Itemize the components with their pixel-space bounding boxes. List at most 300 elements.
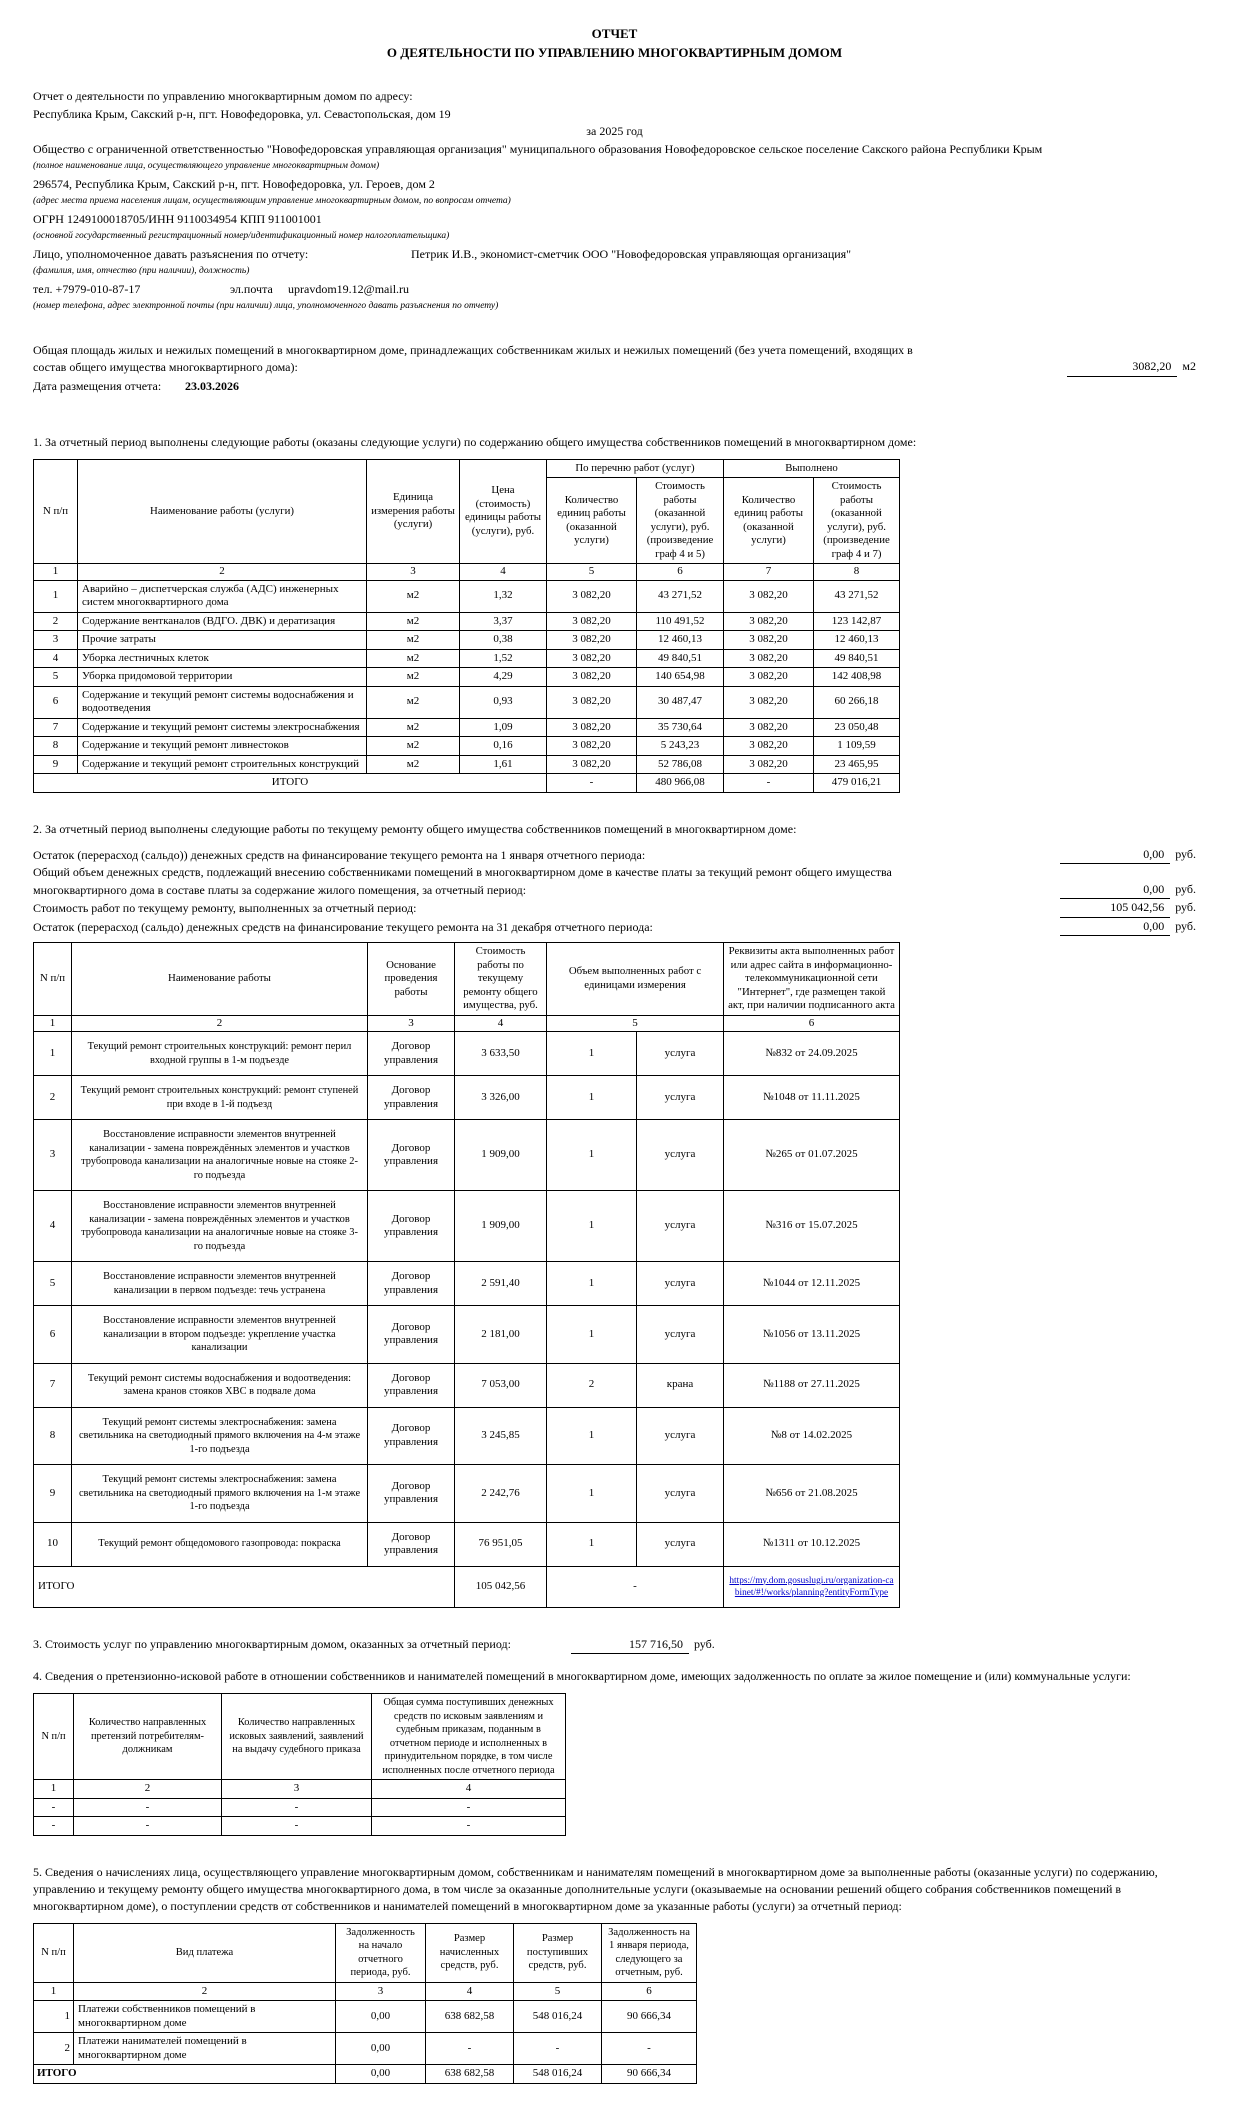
publish-date-value: 23.03.2026 [185,378,239,393]
table-cell: услуга [637,1120,724,1191]
col-header: Количество единиц работы (оказанной услуги) [547,478,637,564]
table-cell: услуга [637,1306,724,1364]
table-cell: услуга [637,1522,724,1566]
repair-row [34,1522,900,1566]
table-cell: услуга [637,1407,724,1465]
table-cell: 43 271,52 [637,580,724,612]
table-cell: Договор управления [368,1076,455,1120]
table-cell: №316 от 15.07.2025 [724,1191,900,1262]
table-cell: Уборка придомовой территории [78,668,367,687]
table-cell: 638 682,58 [426,2001,514,2033]
col-header: Размер поступивших средств, руб. [514,1923,602,1982]
table-cell: 3 082,20 [547,649,637,668]
service-row [34,612,900,631]
repair-row [34,1120,900,1191]
repair-row [34,1306,900,1364]
table-cell: Договор управления [368,1032,455,1076]
col-number: 7 [724,564,814,581]
total-volume: - [547,1566,724,1608]
table-cell: 23 050,48 [814,718,900,737]
table-cell: 1 909,00 [455,1120,547,1191]
payments-table [33,1923,697,2084]
table-cell: 1 [547,1522,637,1566]
table-cell: Восстановление исправности элементов внутренней канализации - замена повреждённых элементов и участков трубопровода канализации на аналогичные новые на стояке 3-го подъезда [72,1191,368,1262]
total-due-value: 0,00 [1060,881,1170,900]
table-cell: 3 [34,1120,72,1191]
service-row [34,737,900,756]
col-number: 3 [367,564,460,581]
column-number-row [34,1015,900,1032]
table-cell: 3 082,20 [724,737,814,756]
act-site-link[interactable]: https://my.dom.gosuslugi.ru/organization-cabinet/#!/works/planning?entityFormType [729,1575,894,1598]
col-header: Задолженность на начало отчетного периода, руб. [336,1923,426,1982]
table-cell: Текущий ремонт общедомового газопровода: покраска [72,1522,368,1566]
table-cell: 4,29 [460,668,547,687]
table-cell: 3 633,50 [455,1032,547,1076]
table-cell: 5 [34,668,78,687]
table-cell: Текущий ремонт системы электроснабжения: замена светильника на светодиодный прямого включения на 4-м этаже 1-го подъезда [72,1407,368,1465]
col-number: 5 [547,1015,724,1032]
table-cell: 1 [547,1262,637,1306]
table-cell: 1 [34,1032,72,1076]
table-cell: Прочие затраты [78,631,367,650]
table-cell: №656 от 21.08.2025 [724,1465,900,1523]
table-cell: Текущий ремонт строительных конструкций: ремонт ступеней при входе в 1-й подъезд [72,1076,368,1120]
table-cell: 2 181,00 [455,1306,547,1364]
table-cell: Договор управления [368,1306,455,1364]
table-cell: 1 109,59 [814,737,900,756]
total-area-row [33,342,1196,377]
table-cell: м2 [367,668,460,687]
col-number: 6 [602,1982,697,2001]
col-header: Количество направленных исковых заявлений, заявлений на выдачу судебного приказа [222,1694,372,1780]
table-cell: Договор управления [368,1120,455,1191]
publish-date-label: Дата размещения отчета: [33,378,162,393]
org-name: Общество с ограниченной ответственностью "Новофедоровская управляющая организация" муниципального образования Новофедоровское сельское поселение Сакского района Республики Крым [33,141,1043,156]
col-header: Стоимость работы (оказанной услуги), руб. (произведение граф 4 и 7) [814,478,900,564]
col-header: Наименование работы [72,943,368,1016]
table-cell: Платежи нанимателей помещений в многоквартирном доме [74,2033,336,2065]
table-cell: №8 от 14.02.2025 [724,1407,900,1465]
table-cell: м2 [367,649,460,668]
col-number: 5 [514,1982,602,2001]
col-header: Наименование работы (услуги) [78,459,367,564]
table-cell: 1 [547,1032,637,1076]
table-cell: услуга [637,1262,724,1306]
table-cell: 10 [34,1522,72,1566]
table-cell: 49 840,51 [637,649,724,668]
table-cell: Содержание и текущий ремонт системы электроснабжения [78,718,367,737]
repairs-table-header-row [34,943,900,1016]
total-due-label: Общий объем денежных средств, подлежащий внесению собственниками помещений в многоквартирном доме в качестве платы за текущий ремонт общего имущества многоквартирного дома в составе платы за содержание жилого помещения, за отчетный период: [33,865,892,897]
table-cell: 1 [547,1465,637,1523]
col-number: 2 [74,1780,222,1799]
report-address-label: Отчет о деятельности по управлению многоквартирным домом по адресу: [33,89,413,103]
section1-title: 1. За отчетный период выполнены следующие работы (оказаны следующие услуги) по содержанию общего имущества собственников помещений в многоквартирном доме: [33,434,917,449]
repairs-cost-label: Стоимость работ по текущему ремонту, выполненных за отчетный период: [33,901,417,915]
table-cell: 3 082,20 [724,631,814,650]
table-cell: №1056 от 13.11.2025 [724,1306,900,1364]
table-cell: 3 082,20 [724,580,814,612]
table-cell: м2 [367,631,460,650]
email-value: upravdom19.12@mail.ru [288,281,410,296]
table-cell: 90 666,34 [602,2001,697,2033]
payment-row [34,2001,697,2033]
table-cell: 548 016,24 [514,2001,602,2033]
total-cost: 105 042,56 [455,1566,547,1608]
repairs-cost-value: 105 042,56 [1060,899,1170,918]
table-cell: 3 082,20 [547,631,637,650]
table-cell: Восстановление исправности элементов внутренней канализации в первом подъезде: течь устранена [72,1262,368,1306]
claims-row [34,1798,566,1817]
claims-row [34,1817,566,1836]
total-cell: 638 682,58 [426,2065,514,2084]
total-area-value-wrap [1067,358,1196,377]
table-cell: 2 [547,1363,637,1407]
table-cell: - [372,1798,566,1817]
table-cell: Содержание и текущий ремонт ливнестоков [78,737,367,756]
table-cell: м2 [367,755,460,774]
total-cell: 0,00 [336,2065,426,2084]
table-cell: 1 [547,1120,637,1191]
act-link-cell [724,1566,900,1608]
doc-title-line2: О ДЕЯТЕЛЬНОСТИ ПО УПРАВЛЕНИЮ МНОГОКВАРТИРНЫМ ДОМОМ [386,45,843,60]
col-header: Реквизиты акта выполненных работ или адрес сайта в информационно-телекоммуникационной сети "Интернет", где размещен такой акт, при наличии подписанного акта [724,943,900,1016]
table-cell: Аварийно – диспетчерская служба (АДС) инженерных систем многоквартирного дома [78,580,367,612]
col-number: 1 [34,1015,72,1032]
col-number: 3 [222,1780,372,1799]
service-row [34,649,900,668]
table-cell: 7 [34,1363,72,1407]
table-cell: Договор управления [368,1191,455,1262]
col-number: 2 [74,1982,336,2001]
phone-value: тел. +7979-010-87-17 [33,281,141,296]
table-cell: 1 909,00 [455,1191,547,1262]
service-row [34,668,900,687]
total-label: ИТОГО [34,1566,455,1608]
total-cell: 548 016,24 [514,2065,602,2084]
section3-label: 3. Стоимость услуг по управлению многоквартирным домом, оказанных за отчетный период: [33,1637,511,1651]
total-label: ИТОГО [34,774,547,793]
table-cell: 3 082,20 [724,718,814,737]
payments-total-row [34,2065,697,2084]
col-number: 4 [460,564,547,581]
table-cell: 4 [34,649,78,668]
col-number: 4 [426,1982,514,2001]
col-number: 1 [34,1982,74,2001]
table-cell: 30 487,47 [637,686,724,718]
currency-unit: руб. [693,1637,715,1651]
table-cell: 7 053,00 [455,1363,547,1407]
service-row [34,755,900,774]
table-cell: Содержание и текущий ремонт системы водоснабжения и водоотведения [78,686,367,718]
col-number: 6 [637,564,724,581]
table-cell: - [34,1817,74,1836]
table-cell: Содержание вентканалов (ВДГО. ДВК) и дератизация [78,612,367,631]
col-number: 5 [547,564,637,581]
table-cell: 0,93 [460,686,547,718]
table-cell: 3 082,20 [724,668,814,687]
table-cell: Договор управления [368,1522,455,1566]
table-cell: услуга [637,1032,724,1076]
col-header: Единица измерения работы (услуги) [367,459,460,564]
table-cell: 23 465,95 [814,755,900,774]
col-header: Вид платежа [74,1923,336,1982]
col-header: Количество единиц работы (оказанной услуги) [724,478,814,564]
table-cell: 3 082,20 [724,755,814,774]
table-cell: Восстановление исправности элементов внутренней канализации - замена повреждённых элементов и участков трубопровода канализации на аналогичные новые на стояке 2-го подъезда [72,1120,368,1191]
table-cell: 3 082,20 [547,718,637,737]
table-cell: - [426,2033,514,2065]
col-header: Стоимость работы по текущему ремонту общего имущества, руб. [455,943,547,1016]
table-cell: 3 082,20 [547,612,637,631]
services-table-group-row [34,459,900,478]
table-cell: 3 082,20 [547,737,637,756]
table-cell: 3 082,20 [547,686,637,718]
currency-unit: руб. [1175,881,1196,896]
balance-end-row [33,918,1196,937]
table-cell: 12 460,13 [814,631,900,650]
management-cost-value: 157 716,50 [571,1636,689,1654]
currency-unit: руб. [1175,918,1196,933]
table-cell: Текущий ремонт строительных конструкций: ремонт перил входной группы в 1-м подъезде [72,1032,368,1076]
authorized-person-label: Лицо, уполномоченное давать разъяснения по отчету: [33,246,309,261]
table-cell: м2 [367,718,460,737]
table-cell: №1188 от 27.11.2025 [724,1363,900,1407]
table-cell: 3,37 [460,612,547,631]
table-cell: 0,38 [460,631,547,650]
table-cell: Восстановление исправности элементов внутренней канализации в втором подъезде: укрепление участка канализации [72,1306,368,1364]
table-cell: м2 [367,612,460,631]
table-cell: 142 408,98 [814,668,900,687]
repair-row [34,1076,900,1120]
table-cell: 110 491,52 [637,612,724,631]
table-cell: - [602,2033,697,2065]
repair-row [34,1363,900,1407]
col-number: 4 [372,1780,566,1799]
total-due-row [33,864,1196,899]
claims-table [33,1693,566,1836]
table-cell: 1 [547,1191,637,1262]
col-header: N п/п [34,1923,74,1982]
repair-row [34,1262,900,1306]
table-cell: 3 082,20 [724,612,814,631]
table-cell: 1,32 [460,580,547,612]
table-cell: 3 082,20 [547,580,637,612]
table-cell: Договор управления [368,1465,455,1523]
table-cell: Текущий ремонт системы водоснабжения и водоотведения: замена кранов стояков ХВС в подвале дома [72,1363,368,1407]
balance-start-value: 0,00 [1060,846,1170,865]
table-cell: 0,00 [336,2001,426,2033]
table-cell: 7 [34,718,78,737]
table-cell: Содержание и текущий ремонт строительных конструкций [78,755,367,774]
total-cell: 90 666,34 [602,2065,697,2084]
total-cell: - [547,774,637,793]
table-cell: Договор управления [368,1407,455,1465]
table-cell: №1311 от 10.12.2025 [724,1522,900,1566]
table-cell: 3 [34,631,78,650]
col-header: Задолженность на 1 января периода, следующего за отчетным, руб. [602,1923,697,1982]
table-cell: 2 242,76 [455,1465,547,1523]
col-header: Основание проведения работы [368,943,455,1016]
total-cell: 479 016,21 [814,774,900,793]
table-cell: 123 142,87 [814,612,900,631]
service-row [34,631,900,650]
authorized-person-line [33,246,1196,264]
email-label: эл.почта [230,281,273,296]
doc-title-line1: ОТЧЕТ [591,26,638,41]
section2-title: 2. За отчетный период выполнены следующие работы по текущему ремонту общего имущества собственников помещений в многоквартирном доме: [33,821,797,836]
table-cell: №1048 от 11.11.2025 [724,1076,900,1120]
section5-title: 5. Сведения о начислениях лица, осуществляющего управление многоквартирным домом, собственникам и нанимателям помещений в многоквартирном доме за выполненные работы (оказанные услуги) по содержанию, управлению и текущему ремонту общего имущества многоквартирного дома, в том числе за оказанные дополнительные услуги (оказываемые на основании решений общего собрания собственников помещений в многоквартирном доме), о поступлении средств от собственников и нанимателей помещений в многоквартирном доме за указанные работы (услуги) за отчетный период: [33,1864,1158,1913]
contacts-line [33,281,1196,299]
table-cell: №1044 от 12.11.2025 [724,1262,900,1306]
col-header: Общая сумма поступивших денежных средств по исковым заявлениям и судебным приказам, поданным в отчетном периоде и исполненных в принудительном порядке, в том числе исполненных после отчетного периода [372,1694,566,1780]
service-row [34,580,900,612]
table-cell: услуга [637,1076,724,1120]
table-cell: - [222,1817,372,1836]
table-cell: м2 [367,686,460,718]
table-cell: крана [637,1363,724,1407]
table-cell: 2 [34,612,78,631]
contacts-note: (номер телефона, адрес электронной почты (при наличии) лица, уполномоченного давать разъяснения по отчету) [33,301,499,311]
total-cell: 480 966,08 [637,774,724,793]
repair-row [34,1407,900,1465]
table-cell: - [74,1817,222,1836]
col-header: N п/п [34,943,72,1016]
balance-start-row [33,846,1196,865]
col-header: N п/п [34,1694,74,1780]
table-cell: 1,52 [460,649,547,668]
balance-start-label: Остаток (перерасход (сальдо)) денежных средств на финансирование текущего ремонта на 1 января отчетного периода: [33,847,646,862]
ogrn-note: (основной государственный регистрационный номер/идентификационный номер налогоплательщика) [33,231,450,241]
table-cell: №265 от 01.07.2025 [724,1120,900,1191]
total-area-label: Общая площадь жилых и нежилых помещений в многоквартирном доме, принадлежащих собственникам жилых и нежилых помещений (без учета помещений, входящих в состав общего имущества многоквартирного дома): [33,342,913,374]
table-cell: 3 082,20 [547,668,637,687]
col-number: 3 [368,1015,455,1032]
table-cell: - [34,1798,74,1817]
table-cell: Текущий ремонт системы электроснабжения: замена светильника на светодиодный прямого включения на 1-м этаже 1-го подъезда [72,1465,368,1523]
section3-line [33,1636,1196,1654]
table-cell: Платежи собственников помещений в многоквартирном доме [74,2001,336,2033]
section4-title: 4. Сведения о претензионно-исковой работе в отношении собственников и нанимателей помещений в многоквартирном доме, имеющих задолженность по оплате за жилое помещение и (или) коммунальные услуги: [33,1669,1131,1683]
publish-date-row [33,379,1196,394]
table-cell: 35 730,64 [637,718,724,737]
table-cell: услуга [637,1465,724,1523]
table-cell: 3 082,20 [724,649,814,668]
currency-unit: руб. [1175,900,1196,914]
col-number: 8 [814,564,900,581]
report-year: за 2025 год [586,124,643,138]
table-cell: 60 266,18 [814,686,900,718]
org-address: 296574, Республика Крым, Сакский р-н, пгт. Новофедоровка, ул. Героев, дом 2 [33,176,435,191]
table-cell: м2 [367,580,460,612]
table-cell: - [74,1798,222,1817]
total-label: ИТОГО [34,2065,336,2084]
column-number-row [34,1780,566,1799]
org-address-note: (адрес места приема населения лицам, осуществляющим управление многоквартирным домом, по вопросам отчета) [33,196,511,206]
column-number-row [34,1982,697,2001]
table-cell: 6 [34,686,78,718]
table-cell: - [372,1817,566,1836]
col-header: Цена (стоимость) единицы работы (услуги), руб. [460,459,547,564]
table-cell: 2 [34,2033,74,2065]
repair-row [34,1465,900,1523]
table-cell: 2 591,40 [455,1262,547,1306]
repairs-table [33,942,900,1608]
table-cell: 3 082,20 [724,686,814,718]
table-cell: 5 243,23 [637,737,724,756]
payment-row [34,2033,697,2065]
table-cell: 8 [34,737,78,756]
currency-unit: руб. [1175,846,1196,861]
group-header-done: Выполнено [724,459,900,478]
col-header: Объем выполненных работ с единицами измерения [547,943,724,1016]
table-cell: 2 [34,1076,72,1120]
table-cell: 49 840,51 [814,649,900,668]
table-cell: 6 [34,1306,72,1364]
table-cell: 9 [34,755,78,774]
table-cell: 3 326,00 [455,1076,547,1120]
table-cell: 52 786,08 [637,755,724,774]
table-cell: 1 [547,1306,637,1364]
table-cell: 1 [547,1076,637,1120]
authorized-person-note: (фамилия, имя, отчество (при наличии), должность) [33,266,250,276]
col-number: 1 [34,564,78,581]
balance-end-label: Остаток (перерасход (сальдо) денежных средств на финансирование текущего ремонта на 31 декабря отчетного периода: [33,919,653,934]
col-number: 1 [34,1780,74,1799]
table-cell: 1,09 [460,718,547,737]
ogrn-line: ОГРН 1249100018705/ИНН 9110034954 КПП 911001001 [33,211,322,226]
total-cell: - [724,774,814,793]
table-cell: 1 [34,580,78,612]
total-area-unit: м2 [1182,359,1196,373]
table-cell: 4 [34,1191,72,1262]
table-cell: м2 [367,737,460,756]
col-header: Стоимость работы (оказанной услуги), руб. (произведение граф 4 и 5) [637,478,724,564]
col-header: Размер начисленных средств, руб. [426,1923,514,1982]
table-cell: 1 [547,1407,637,1465]
repairs-total-row [34,1566,900,1608]
service-row [34,718,900,737]
balance-end-value: 0,00 [1060,918,1170,937]
col-number: 2 [72,1015,368,1032]
col-header: N п/п [34,459,78,564]
table-cell: 1 [34,2001,74,2033]
col-header: Количество направленных претензий потребителям-должникам [74,1694,222,1780]
doc-title [33,24,1196,62]
repair-row [34,1191,900,1262]
table-cell: - [222,1798,372,1817]
table-cell: Уборка лестничных клеток [78,649,367,668]
table-cell: 140 654,98 [637,668,724,687]
total-area-value: 3082,20 [1067,358,1177,377]
service-row [34,686,900,718]
col-number: 2 [78,564,367,581]
col-number: 6 [724,1015,900,1032]
table-cell: 3 245,85 [455,1407,547,1465]
table-cell: №832 от 24.09.2025 [724,1032,900,1076]
table-cell: Договор управления [368,1262,455,1306]
table-cell: 8 [34,1407,72,1465]
table-cell: услуга [637,1191,724,1262]
col-number: 4 [455,1015,547,1032]
table-cell: 9 [34,1465,72,1523]
house-address: Республика Крым, Сакский р-н, пгт. Новофедоровка, ул. Севастопольская, дом 19 [33,106,451,121]
payments-table-header-row [34,1923,697,1982]
table-cell: 43 271,52 [814,580,900,612]
repairs-cost-row [33,899,1196,918]
